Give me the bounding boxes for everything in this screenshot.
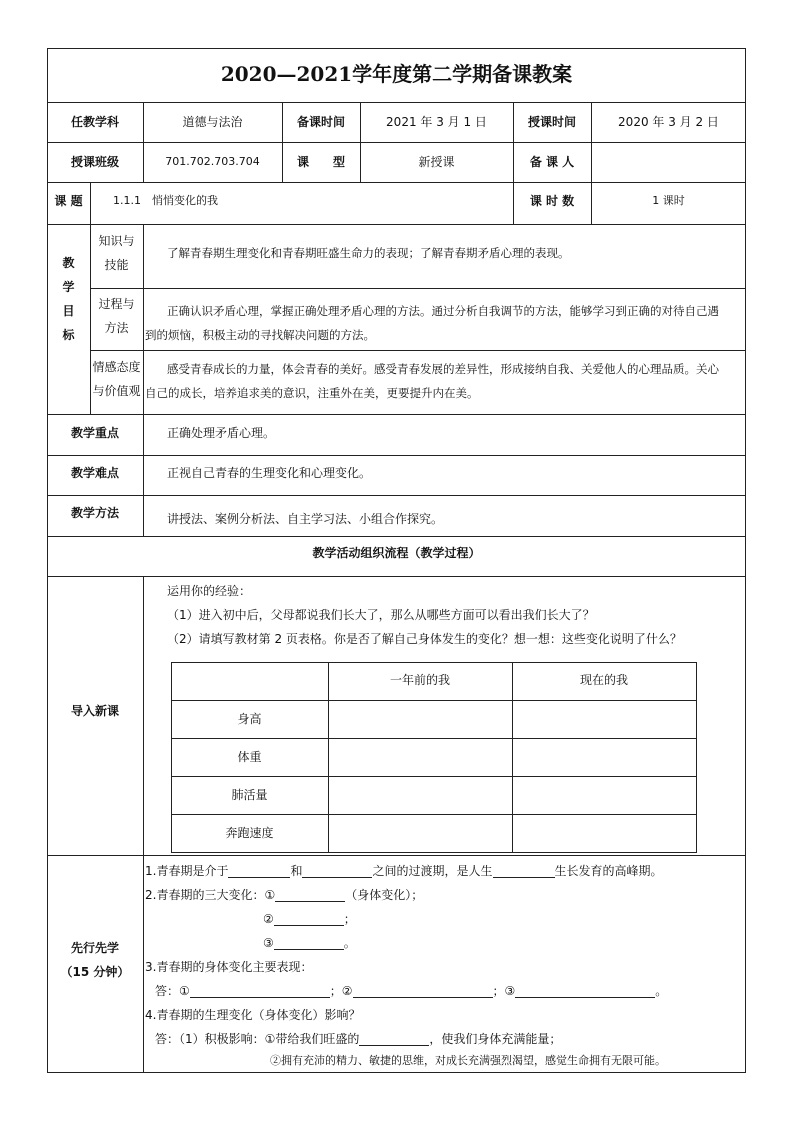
key-point-label: 教学重点 [70, 426, 119, 440]
knowledge-label-1: 知识与 [98, 234, 135, 248]
intro-label: 导入新课 [70, 704, 119, 718]
answer-blank[interactable] [302, 865, 372, 878]
answer-blank[interactable] [515, 985, 655, 998]
answer-separator: ；③ [492, 984, 516, 998]
question-4-answer-1 [155, 1032, 561, 1046]
subject-value: 道德与法治 [182, 115, 243, 129]
question-2-text-a: 青春期的三大变化：① [156, 888, 276, 902]
method-label: 教学方法 [70, 506, 119, 520]
question-2-item-3 [263, 936, 356, 950]
table-header-before: 一年前的我 [389, 673, 450, 687]
question-1-text-c: 之间的过渡期，是人生 [372, 864, 493, 878]
process-text-1: 正确认识矛盾心理，掌握正确处理矛盾心理的方法。通过分析自我调节的方法，能够学习到正确的对待自己遇 [167, 304, 719, 318]
answer-blank[interactable] [190, 985, 330, 998]
prep-time-label: 备课时间 [296, 115, 345, 129]
answer-blank[interactable] [228, 865, 290, 878]
question-3-number: 3. [145, 960, 157, 974]
teach-time-label: 授课时间 [527, 115, 576, 129]
punctuation: ； [343, 912, 356, 926]
table-header-now: 现在的我 [579, 673, 628, 687]
question-1 [145, 864, 663, 878]
hours-label: 课 时 数 [529, 194, 575, 208]
question-1-number: 1. [145, 864, 157, 878]
table-row-label: 肺活量 [231, 788, 268, 802]
goals-label-char-4: 标 [62, 328, 75, 342]
question-3-answer [155, 984, 667, 998]
question-1-text-b: 和 [290, 864, 303, 878]
question-4-answer-2: ②拥有充沛的精力、敏捷的思维，对成长充满强烈渴望，感觉生命拥有无限可能。 [270, 1054, 666, 1067]
emotion-text-2: 自己的成长，培养追求美的意识，注重外在美，更要提升内在美。 [145, 386, 479, 400]
question-4-number: 4. [145, 1008, 157, 1022]
question-2-number: 2. [145, 888, 157, 902]
type-label: 课 型 [296, 155, 345, 169]
question-3 [145, 960, 312, 974]
emotion-label-1: 情感态度 [92, 360, 141, 374]
key-point-text: 正确处理矛盾心理。 [167, 426, 276, 440]
knowledge-label-2: 技能 [104, 258, 129, 272]
subject-label: 任教学科 [70, 115, 119, 129]
goals-label-char-3: 目 [62, 304, 75, 318]
circled-number: ② [263, 912, 274, 926]
answer-blank[interactable] [359, 1033, 429, 1046]
question-4 [145, 1008, 360, 1022]
topic-value: 1.1.1 悄悄变化的我 [113, 194, 218, 207]
intro-line-2: （1）进入初中后，父母都说我们长大了，那么从哪些方面可以看出我们长大了？ [167, 608, 595, 622]
intro-line-1: 运用你的经验： [167, 584, 252, 598]
table-row-label: 奔跑速度 [225, 826, 274, 840]
process-label-2: 方法 [104, 321, 129, 335]
class-label: 授课班级 [70, 155, 119, 169]
goals-label-char-1: 教 [62, 256, 75, 270]
answer-blank[interactable] [353, 985, 493, 998]
punctuation: 。 [343, 936, 356, 950]
answer-prefix: 答：① [155, 984, 190, 998]
preview-duration: （15 分钟） [60, 965, 130, 979]
emotion-label-2: 与价值观 [92, 384, 141, 398]
knowledge-text: 了解青春期生理变化和青春期旺盛生命力的表现；了解青春期矛盾心理的表现。 [167, 246, 570, 260]
difficulty-text: 正视自己青春的生理变化和心理变化。 [167, 466, 372, 480]
answer-text: 答：（1）积极影响：①带给我们旺盛的 [155, 1032, 360, 1046]
question-2-text-b: （身体变化）； [345, 888, 424, 902]
process-text-2: 到的烦恼，积极主动的寻找解决问题的方法。 [145, 328, 375, 342]
answer-blank[interactable] [274, 913, 344, 926]
type-value: 新授课 [418, 155, 455, 169]
question-2 [145, 888, 423, 902]
answer-blank[interactable] [275, 889, 345, 902]
teach-time-value: 2020 年 3 月 2 日 [618, 115, 719, 129]
question-1-text-d: 生长发育的高峰期。 [554, 864, 663, 878]
page-title: 2020—2021学年度第二学期备课教案 [220, 62, 573, 86]
method-text: 讲授法、案例分析法、自主学习法、小组合作探究。 [167, 512, 444, 526]
topic-label: 课 题 [54, 194, 83, 208]
goals-label-char-2: 学 [62, 280, 75, 294]
table-row-label: 身高 [237, 712, 262, 726]
prep-time-value: 2021 年 3 月 1 日 [386, 115, 487, 129]
process-label-1: 过程与 [98, 297, 135, 311]
question-4-text: 青春期的生理变化（身体变化）影响？ [156, 1008, 361, 1022]
preview-label: 先行先学 [70, 941, 119, 955]
answer-blank[interactable] [274, 937, 344, 950]
hours-value: 1 课时 [652, 194, 685, 207]
question-2-item-2 [263, 912, 356, 926]
circled-number: ③ [263, 936, 274, 950]
question-3-text: 青春期的身体变化主要表现： [156, 960, 313, 974]
answer-blank[interactable] [493, 865, 555, 878]
process-header: 教学活动组织流程（教学过程） [312, 546, 481, 560]
answer-text: ，使我们身体充满能量； [429, 1032, 562, 1046]
question-1-text-a: 青春期是介于 [156, 864, 229, 878]
intro-line-3: （2）请填写教材第 2 页表格。你是否了解自己身体发生的变化？想一想：这些变化说明了什么？ [167, 632, 682, 646]
emotion-text-1: 感受青春成长的力量，体会青春的美好。感受青春发展的差异性，形成接纳自我、关爱他人的心理品质。关心 [167, 362, 719, 376]
difficulty-label: 教学难点 [70, 466, 119, 480]
table-row-label: 体重 [237, 750, 262, 764]
punctuation: 。 [655, 984, 668, 998]
preparer-label: 备 课 人 [529, 155, 575, 169]
class-value: 701.702.703.704 [165, 155, 260, 168]
answer-separator: ；② [329, 984, 353, 998]
